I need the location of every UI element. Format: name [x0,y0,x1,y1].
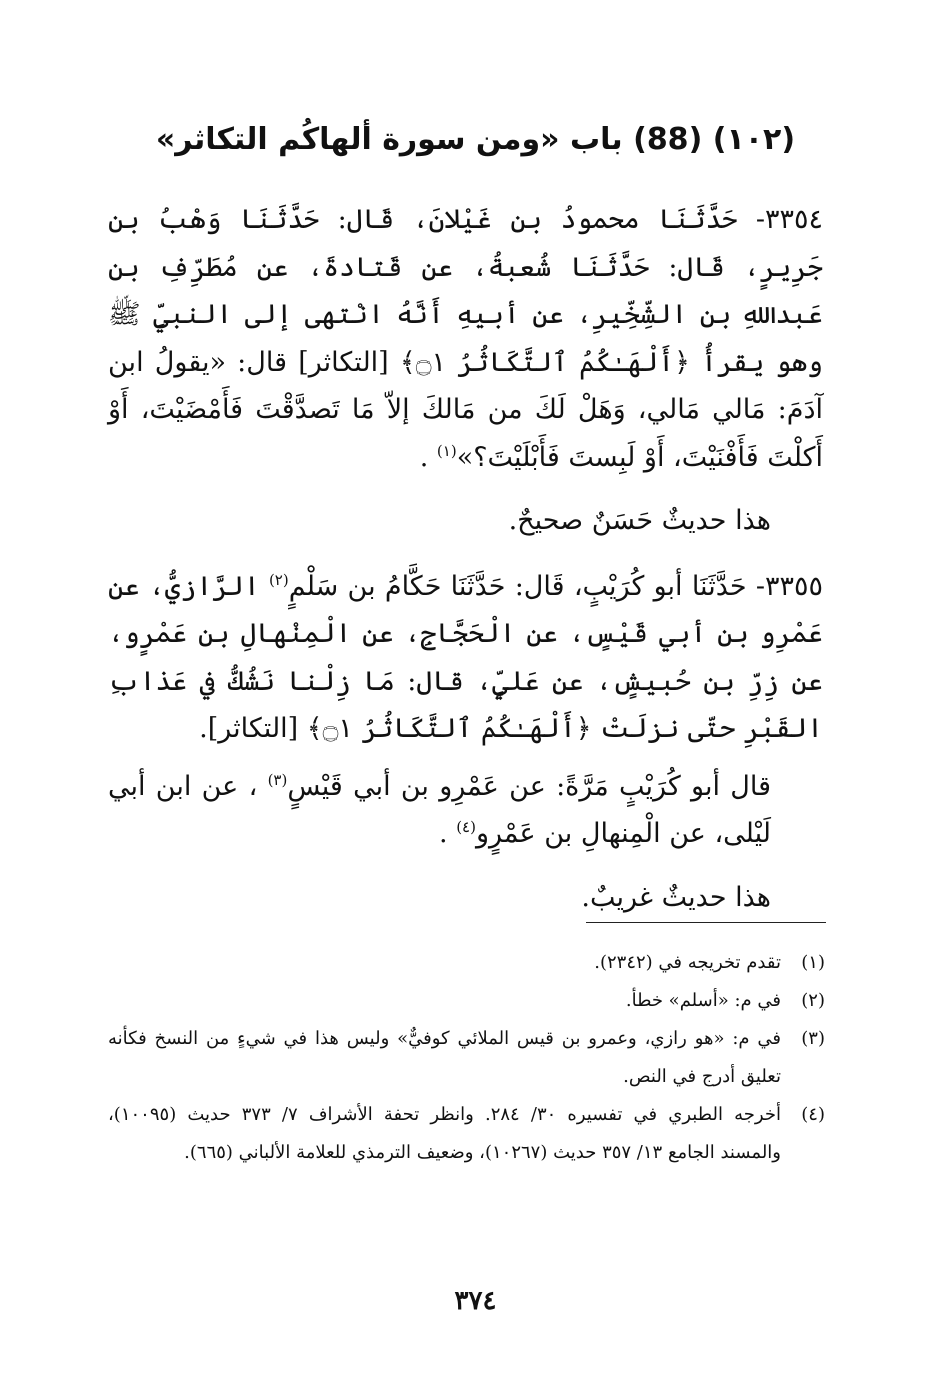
footnote-marker-3: (٣) [267,770,288,789]
footnote-text: أخرجه الطبري في تفسيره ٣٠/ ٢٨٤. وانظر تحفة الأشراف ٧/ ٣٧٣ حديث (١٠٠٩٥)، والمسند الجامع ١٣/ ٣٥٧ حديث (١٠٢٦٧)، وضعيف الترمذي للعلامة الألباني (٦٦٥). [108,1104,781,1163]
hadith-3354 [108,196,823,481]
footnote-number: (١) [801,952,825,973]
hadith-3355-grade: هذا حديثٌ غريبٌ. [581,881,771,913]
footnote-number: (٢) [801,990,825,1011]
hadith-3355-text-a: ٣٣٥٥- حَدَّثَنَا أبو كُرَيْبٍ، قَال: حَدَّثَنَا حَكَّامُ بن سَلْمٍ [288,570,823,602]
footnote-marker-1: (١) [436,441,457,460]
footnote-4 [108,1096,825,1172]
footnote-marker-2: (٢) [268,570,289,589]
footnote-1 [108,944,825,982]
footnotes [108,944,825,1172]
hadith-3354-grade: هذا حديثٌ حَسَنٌ صحيحٌ. [508,505,771,536]
footnote-number: (٣) [801,1028,825,1049]
hadith-3355-note [108,763,823,858]
footnote-2 [108,982,825,1020]
page-number: ٣٧٤ [454,1286,497,1316]
hadith-3355-note-b: ، عن ابن أبي لَيْلى، عن الْمِنهالِ بن عَمْرٍو [108,770,771,849]
footnote-number: (٤) [801,1104,825,1125]
footnote-text: تقدم تخريجه في (٢٣٤٢). [594,952,781,973]
hadith-3355-note-a: قال أبو كُرَيْبٍ مَرَّةً: عن عَمْرِو بن أبي قَيْسٍ [287,770,771,802]
hadith-3355 [108,563,823,753]
footnote-text: في م: «هو رازي، وعمرو بن قيس الملائي كوفيٌّ» وليس هذا في شيءٍ من النسخ فكأنه تعليق أدرج في النص. [108,1028,781,1087]
footnote-text: في م: «أسلم» خطأ. [625,990,781,1011]
hadith-3355-text-b: الرَّازيُّ، عن عَمْرِو بن أبي قَيْسٍ، عن الْحَجَّاجِ، عن الْمِنْهالِ بن عَمْرٍو، عن زِرِّ بن حُبيشٍ، عن عَليٍّ، قال: مَا زِلْنا نَشُكُّ في عَذابِ القَبْرِ حتّى نزلَتْ ﴿أَلْهَـٰكُمُ ٱلتَّكَاثُرُ ۝١﴾ [التكاثر]. [108,570,823,744]
main-text [108,196,823,939]
hadith-3354-end: . [419,441,437,473]
footnote-3 [108,1020,825,1096]
hadith-3354-text: ٣٣٥٤- حَدَّثَنَا محمودُ بن غَيْلانَ، قَال: حَدَّثَنَا وَهْبُ بن جَرِيرٍ، قَال: حَدَّثَنَا شُعبةُ، عن قَتادةَ، عن مُطَرِّفِ بن عَبداللهِ بن الشِّخِّيرِ، عن أبيهِ أَنَّهُ انْتهى إلى النبيِّ ﷺ وهو يقرأُ ﴿أَلْهَـٰكُمُ ٱلتَّكَاثُرُ ۝١﴾ [التكاثر] قال: «يقولُ ابن آدَمَ: مَالي مَالي، وَهَلْ لَكَ من مَالكَ إلاّ مَا تَصدَّقْتَ فَأَمْضَيْتَ، أَوْ أَكلْتَ فَأَفْنَيْتَ، أَوْ لَبِستَ فَأَبْلَيْتَ؟» [108,204,823,473]
footnote-divider [586,922,826,923]
chapter-title: (١٠٢) (88) باب «ومن سورة ألهاكُم التكاثر» [155,122,796,157]
hadith-3355-note-end: . [439,818,457,849]
footnote-marker-4: (٤) [456,818,476,836]
